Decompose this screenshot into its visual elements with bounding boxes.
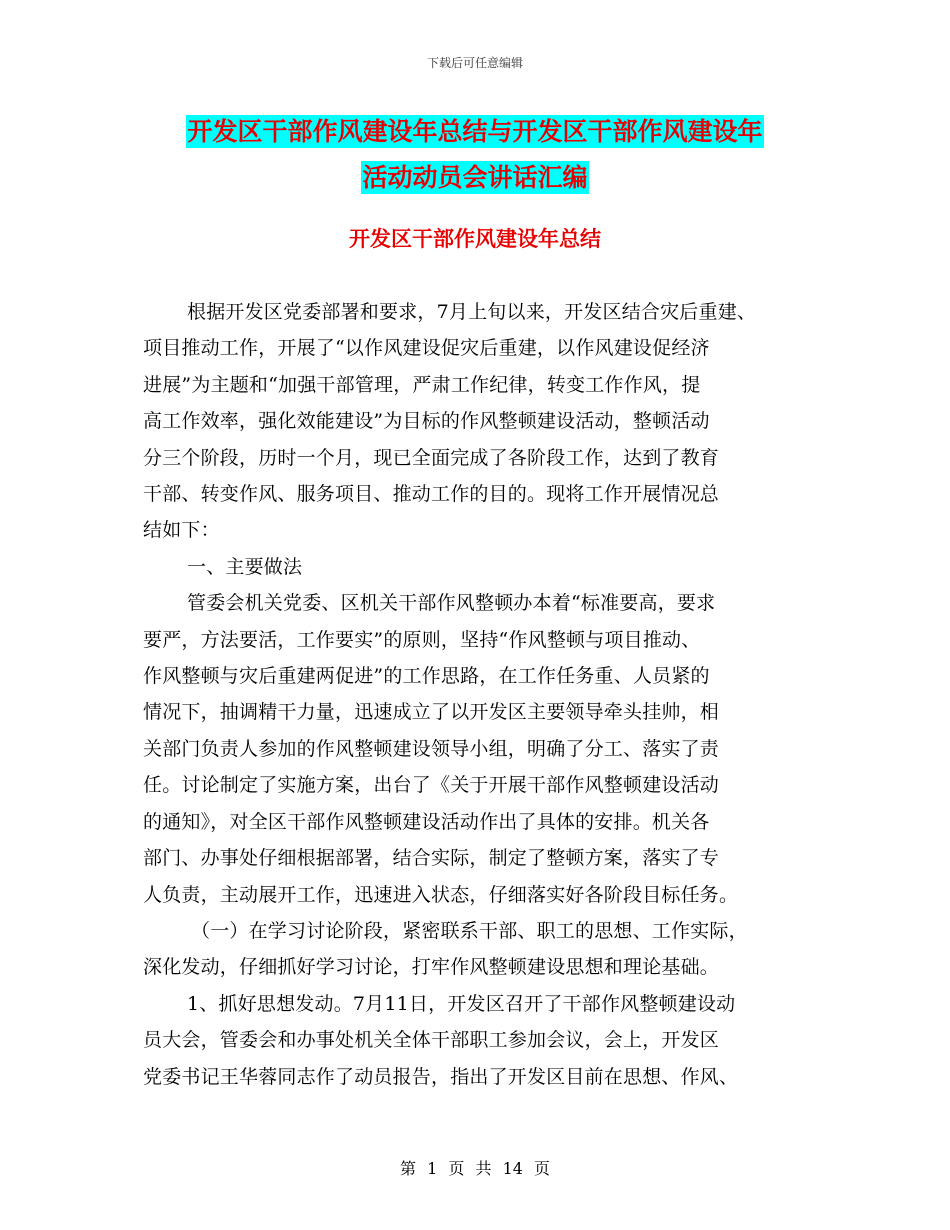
paragraph-line: 任。讨论制定了实施方案，出台了《关于开展干部作风整顿建设活动 — [143, 774, 720, 797]
subheading: 一、主要做法 — [187, 555, 303, 578]
section-title: 开发区干部作风建设年总结 — [349, 227, 601, 251]
title-highlight: 活动动员会讲话汇编 — [362, 163, 588, 192]
paragraph-line: 1、抓好思想发动。7月11日，开发区召开了干部作风整顿建设动 — [187, 992, 736, 1015]
footer-label: 共 — [475, 1159, 492, 1178]
footer-label: 页 — [534, 1159, 551, 1178]
paragraph-line: 分三个阶段，历时一个月，现已全面完成了各阶段工作，达到了教育 — [143, 446, 720, 469]
paragraph-line: 管委会机关党委、区机关干部作风整顿办本着“标准要高，要求 — [187, 592, 716, 615]
paragraph-line: 根据开发区党委部署和要求，7月上旬以来，开发区结合灾后重建、 — [187, 301, 757, 323]
paragraph-line: （一）在学习讨论阶段，紧密联系干部、职工的思想、工作实际， — [191, 919, 748, 942]
document-title-line-2 — [0, 158, 950, 194]
total-page-count: 14 — [502, 1159, 523, 1178]
paragraph-line: 进展”为主题和“加强干部管理，严肃工作纪律，转变工作作风，提 — [143, 373, 701, 396]
page-footer — [0, 1156, 950, 1179]
paragraph-line: 员大会，管委会和办事处机关全体干部职工参加会议，会上，开发区 — [143, 1029, 720, 1052]
paragraph-line: 部门、办事处仔细根据部署，结合实际，制定了整顿方案，落实了专 — [143, 847, 720, 870]
paragraph-line: 要严，方法要活，工作要实”的原则，坚持“作风整顿与项目推动、 — [143, 628, 701, 651]
current-page-number: 1 — [427, 1159, 438, 1178]
paragraph-line: 党委书记王华蓉同志作了动员报告，指出了开发区目前在思想、作风、 — [143, 1065, 739, 1088]
paragraph-line: 关部门负责人参加的作风整顿建设领导小组，明确了分工、落实了责 — [143, 737, 720, 760]
header-note: 下载后可任意编辑 — [426, 56, 523, 70]
document-title-line-1 — [0, 112, 950, 148]
paragraph-line: 干部、转变作风、服务项目、推动工作的目的。现将工作开展情况总 — [143, 483, 720, 506]
paragraph-line: 作风整顿与灾后重建两促进”的工作思路，在工作任务重、人员紧的 — [143, 665, 710, 688]
footer-label: 页 — [448, 1159, 465, 1178]
paragraph-line: 情况下，抽调精干力量，迅速成立了以开发区主要领导牵头挂帅，相 — [143, 701, 720, 724]
paragraph-line: 人负责，主动展开工作，迅速进入状态，仔细落实好各阶段目标任务。 — [143, 883, 739, 906]
paragraph-line: 高工作效率，强化效能建设”为目标的作风整顿建设活动，整顿活动 — [143, 410, 710, 433]
footer-label: 第 — [399, 1159, 416, 1178]
paragraph-line: 结如下： — [143, 519, 220, 542]
paragraph-line: 深化发动，仔细抓好学习讨论，打牢作风整顿建设思想和理论基础。 — [143, 956, 720, 979]
title-highlight: 开发区干部作风建设年总结与开发区干部作风建设年 — [187, 117, 763, 146]
document-body — [143, 294, 843, 1095]
paragraph-line: 的通知》，对全区干部作风整顿建设活动作出了具体的安排。机关各 — [143, 810, 710, 833]
paragraph-line: 项目推动工作，开展了“以作风建设促灾后重建，以作风建设促经济 — [143, 337, 710, 360]
